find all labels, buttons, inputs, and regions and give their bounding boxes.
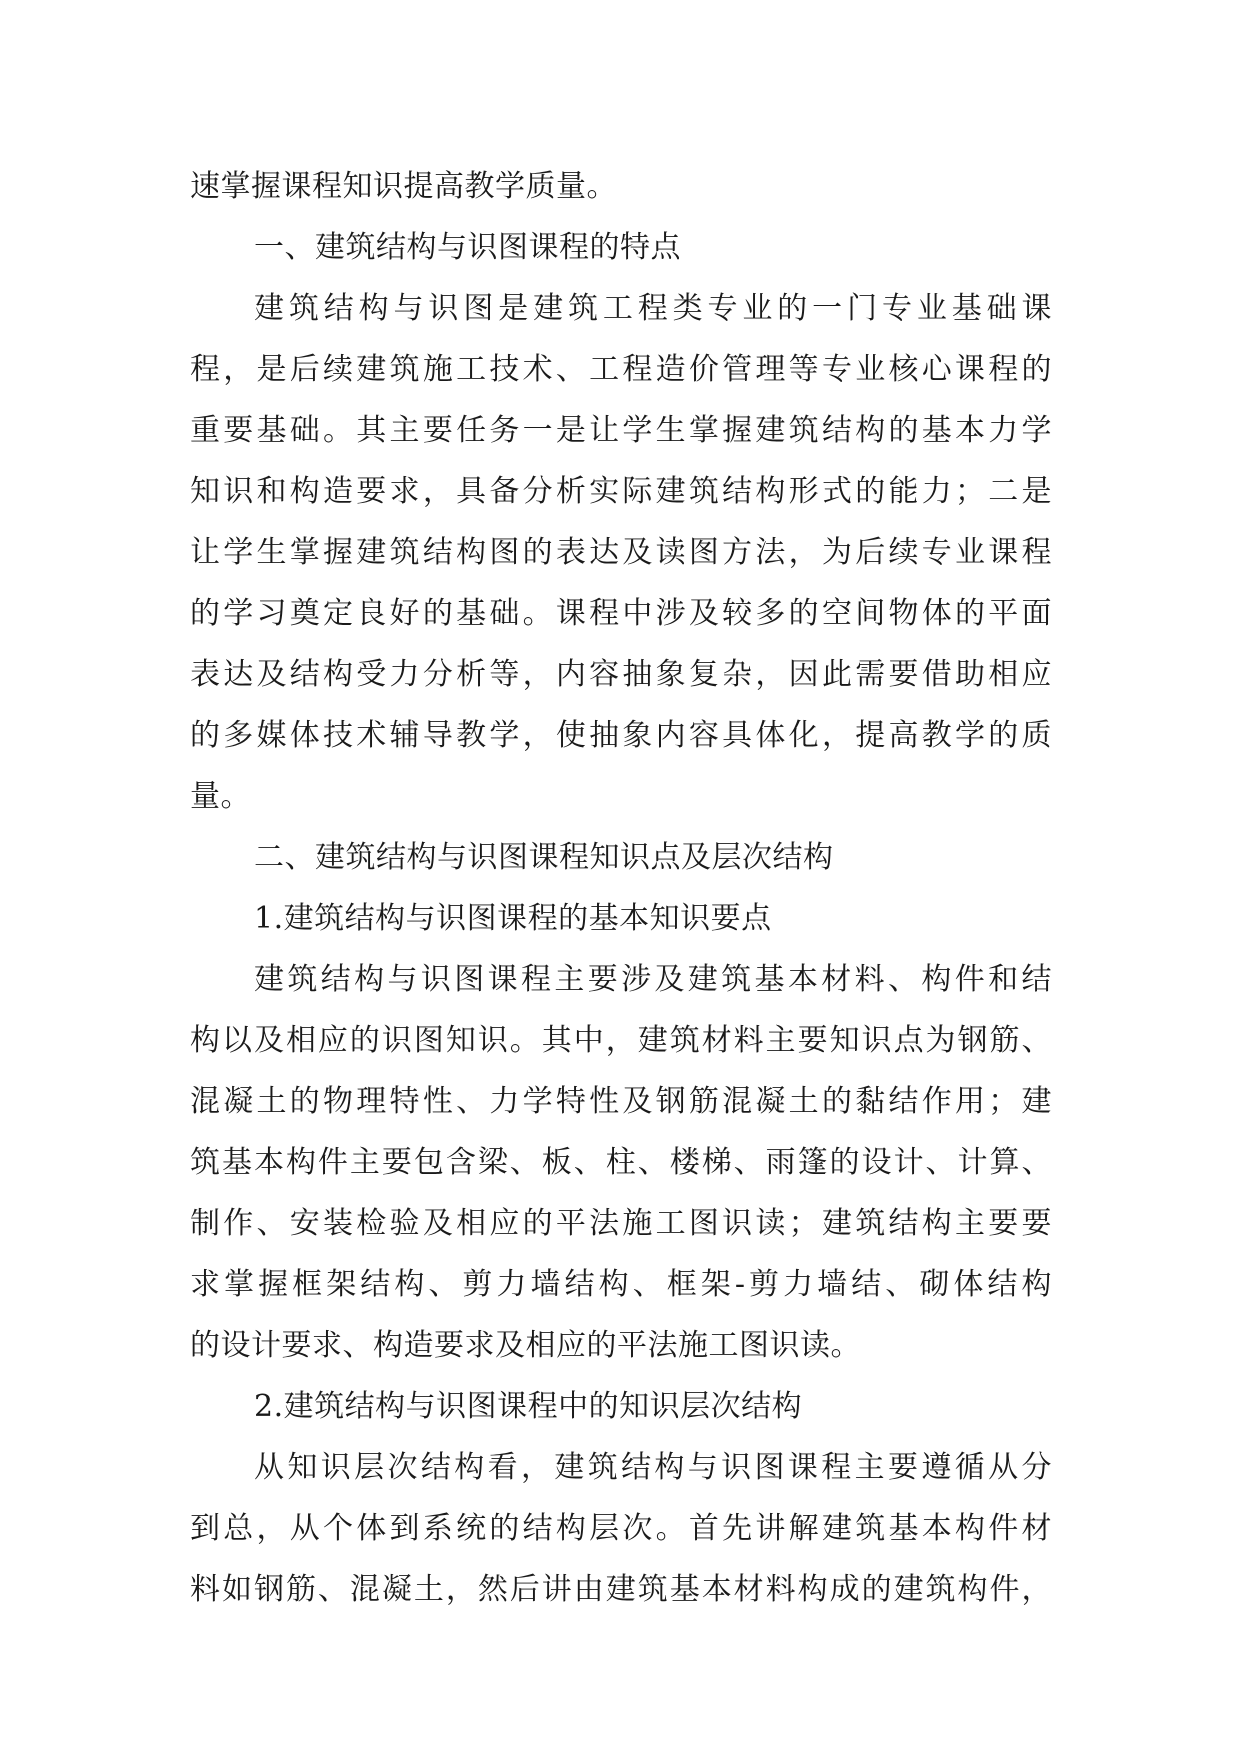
paragraph-line: 构以及相应的识图知识。其中，建筑材料主要知识点为钢筋、 <box>190 1023 1052 1058</box>
paragraph-line: 筑基本构件主要包含梁、板、柱、楼梯、雨篷的设计、计算、 <box>190 1145 1052 1180</box>
subsection-heading: 2.建筑结构与识图课程中的知识层次结构 <box>254 1389 803 1424</box>
paragraph-line: 建筑结构与识图是建筑工程类专业的一门专业基础课 <box>254 291 1052 326</box>
paragraph-line: 求掌握框架结构、剪力墙结构、框架-剪力墙结、砌体结构 <box>190 1267 1052 1302</box>
section-heading: 一、建筑结构与识图课程的特点 <box>254 230 681 265</box>
paragraph-line: 表达及结构受力分析等，内容抽象复杂，因此需要借助相应 <box>190 657 1052 692</box>
paragraph-line: 建筑结构与识图课程主要涉及建筑基本材料、构件和结 <box>254 962 1052 997</box>
body-text <box>190 156 1052 1620</box>
paragraph-line: 速掌握课程知识提高教学质量。 <box>190 169 617 204</box>
paragraph-line: 的学习奠定良好的基础。课程中涉及较多的空间物体的平面 <box>190 596 1052 631</box>
paragraph-line: 的多媒体技术辅导教学，使抽象内容具体化，提高教学的质 <box>190 718 1052 753</box>
paragraph-line: 的设计要求、构造要求及相应的平法施工图识读。 <box>190 1328 861 1363</box>
subsection-heading: 1.建筑结构与识图课程的基本知识要点 <box>254 901 772 936</box>
paragraph-line: 从知识层次结构看，建筑结构与识图课程主要遵循从分 <box>254 1450 1052 1485</box>
section-heading: 二、建筑结构与识图课程知识点及层次结构 <box>254 840 834 875</box>
paragraph-line: 重要基础。其主要任务一是让学生掌握建筑结构的基本力学 <box>190 413 1052 448</box>
paragraph-line: 程，是后续建筑施工技术、工程造价管理等专业核心课程的 <box>190 352 1052 387</box>
paragraph-line: 知识和构造要求，具备分析实际建筑结构形式的能力；二是 <box>190 474 1052 509</box>
paragraph-line: 料如钢筋、混凝土，然后讲由建筑基本材料构成的建筑构件， <box>190 1572 1052 1607</box>
paragraph-line: 制作、安装检验及相应的平法施工图识读；建筑结构主要要 <box>190 1206 1052 1241</box>
paragraph-line: 到总，从个体到系统的结构层次。首先讲解建筑基本构件材 <box>190 1511 1052 1546</box>
paragraph-line: 量。 <box>190 779 251 814</box>
paragraph-line: 让学生掌握建筑结构图的表达及读图方法，为后续专业课程 <box>190 535 1052 570</box>
paragraph-line: 混凝土的物理特性、力学特性及钢筋混凝土的黏结作用；建 <box>190 1084 1052 1119</box>
